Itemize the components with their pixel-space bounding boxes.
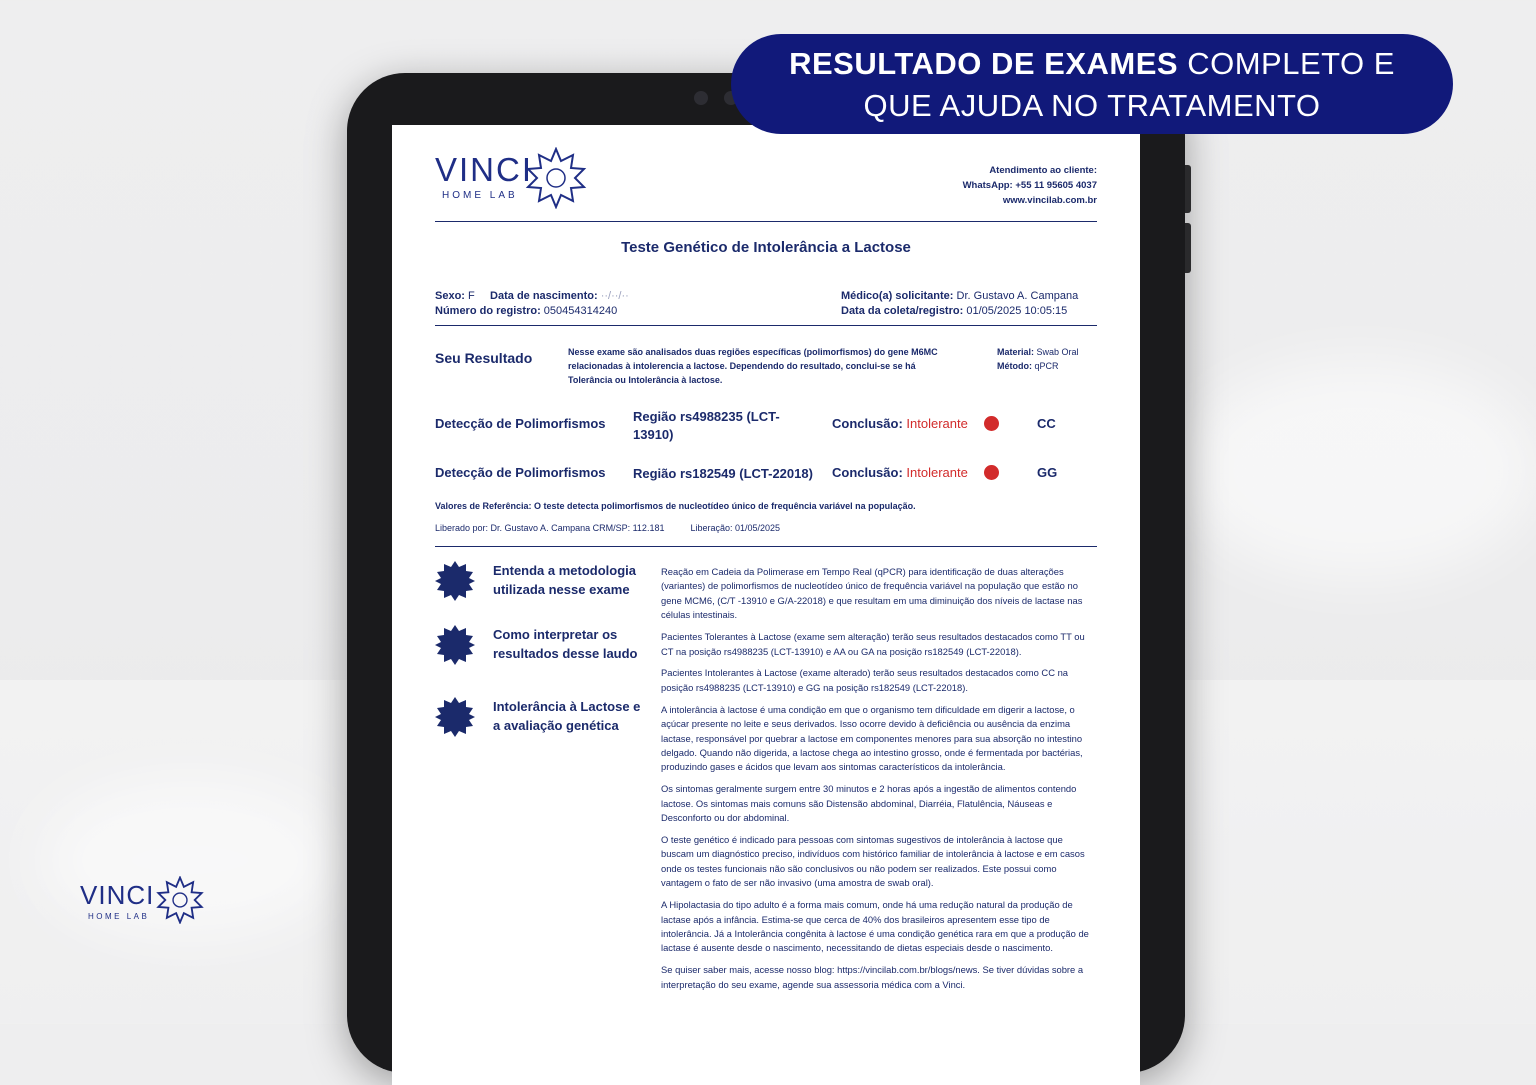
sex-label: Sexo:	[435, 290, 465, 302]
banner-line-1	[731, 44, 1453, 84]
contact-website-link[interactable]: www.vincilab.com.br	[1002, 195, 1097, 206]
paragraph: O teste genético é indicado para pessoas com sintomas sugestivos de intolerância à lactose que buscam um diagnóstico preciso, indivíduos com histórico familiar de intolerância à lactose e em casos onde os testes funcionais não são conclusivos ou não podem ser realizados. Este possui como vantagem o fato de ser não invasivo (uma amostra de swab oral).	[661, 834, 1085, 889]
star-badge-icon	[435, 697, 475, 737]
registration-value: 050454314240	[543, 305, 618, 317]
status-dot-icon	[984, 465, 999, 480]
material-label: Material:	[997, 347, 1035, 357]
star-burst-icon	[156, 876, 204, 924]
camera-dot	[694, 91, 708, 105]
conclusion-label: Conclusão:	[832, 416, 903, 431]
paragraph: Os sintomas geralmente surgem entre 30 minutos e 2 horas após a ingestão de alimentos contendo lactose. Os sintomas mais comuns são Distensão abdominal, Diarréia, Flatulência, Náuseas e Desconforto ou dor abdominal.	[661, 783, 1077, 824]
paragraph: Reação em Cadeia da Polimerase em Tempo Real (qPCR) para identificação de duas alterações (variantes) de polimorfismos de nucleotídeo único de frequência variável na população que estão no gene MCM6, (C/T -13910 e G/A-22018) e que resultam em uma diminuição dos níveis de lactase nas células intestinais.	[661, 566, 1083, 621]
collection-date-value: 01/05/2025 10:05:15	[966, 305, 1068, 317]
collection-date-label: Data da coleta/registro:	[841, 305, 964, 317]
banner-bold: RESULTADO DE EXAMES	[789, 46, 1179, 81]
material-value: Swab Oral	[1036, 347, 1079, 357]
doctor-value: Dr. Gustavo A. Campana	[956, 290, 1079, 302]
result-label: Detecção de Polimorfismos	[435, 465, 606, 480]
release-date: Liberação: 01/05/2025	[690, 523, 781, 533]
result-label: Detecção de Polimorfismos	[435, 416, 606, 431]
logo-subtitle: HOME LAB	[88, 912, 150, 921]
genotype: GG	[1037, 465, 1058, 480]
tablet-device	[347, 73, 1185, 1073]
logo-wordmark: VINCI	[80, 880, 155, 910]
dob-label: Data de nascimento:	[490, 290, 598, 302]
side-item-label: Como interpretar os resultados desse laudo	[493, 627, 638, 661]
star-burst-icon	[525, 147, 587, 209]
result-region: Região rs4988235 (LCT-13910)	[633, 409, 780, 442]
method-value: qPCR	[1034, 361, 1059, 371]
result-region: Região rs182549 (LCT-22018)	[633, 466, 813, 481]
volume-button	[1185, 165, 1191, 213]
divider	[435, 325, 1097, 326]
release-info	[435, 523, 780, 533]
reference-values: Valores de Referência: O teste detecta polimorfismos de nucleotídeo único de frequência variável na população.	[435, 501, 916, 511]
paragraph: A intolerância à lactose é uma condição em que o organismo tem dificuldade em digerir a lactose, o açúcar presente no leite e seus derivados. Isso ocorre devido à deficiência ou ausência da enzima lactase, responsável por quebrar a lactose em componentes menores para sua absorção no intestino delgado. Quando não digerida, a lactose chega ao intestino grosso, onde é fermentada por bactérias, produzindo gases e ácidos que levam aos sintomas característicos da intolerância.	[661, 703, 1083, 773]
sex-value: F	[468, 290, 475, 302]
conclusion-value: Intolerante	[906, 416, 968, 431]
divider	[435, 221, 1097, 222]
star-badge-icon	[435, 561, 475, 601]
conclusion-label: Conclusão:	[832, 465, 903, 480]
paragraph: Pacientes Tolerantes à Lactose (exame sem alteração) terão seus resultados destacados como TT ou CT na posição rs4988235 (LCT-13910) e AA ou GA na posição rs182549 (LCT-22018).	[661, 631, 1085, 657]
method-label: Método:	[997, 361, 1032, 371]
result-conclusion	[832, 465, 968, 480]
result-description: Nesse exame são analisados duas regiões específicas (polimorfismos) do gene M6MC relacionadas à intolerencia a lactose. Dependendo do resultado, conclui-se se há Tolerância ou Intolerância à lactose.	[568, 347, 938, 385]
customer-contact	[963, 163, 1097, 208]
banner-rest: COMPLETO E	[1187, 46, 1395, 81]
contact-heading: Atendimento ao cliente:	[989, 165, 1097, 176]
logo-wordmark: VINCI	[435, 151, 534, 188]
result-conclusion	[832, 416, 968, 431]
paragraph: A Hipolactasia do tipo adulto é a forma mais comum, onde há uma redução natural da produção de lactase após a infância. Estima-se que cerca de 40% dos brasileiros apresentem esse tipo de intolerância. Já a Intolerância congênita à lactose é uma condição genética rara em que a produção de lactase é ausente desde o nascimento, necessitando de dietas especiais desde o nascimento.	[661, 899, 1089, 954]
registration-label: Número do registro:	[435, 305, 541, 317]
logo-subtitle: HOME LAB	[442, 190, 518, 201]
material-method	[997, 345, 1079, 373]
paragraph: Pacientes Intolerantes à Lactose (exame alterado) terão seus resultados destacados como CC na posição rs4988235 (LCT-13910) e GG na posição rs182549 (LCT-22018).	[661, 667, 1068, 693]
conclusion-value: Intolerante	[906, 465, 968, 480]
doctor-label: Médico(a) solicitante:	[841, 290, 954, 302]
tablet-screen	[392, 125, 1140, 1085]
genotype: CC	[1037, 416, 1056, 431]
side-item-label: Entenda a metodologia utilizada nesse exame	[493, 563, 637, 597]
paragraph-blog-link[interactable]: Se quiser saber mais, acesse nosso blog: https://vincilab.com.br/blogs/news. Se tiver dúvidas sobre a interpretação do seu exame, agende sua assessoria médica com a Vinci.	[661, 964, 1084, 990]
report-title: Teste Genético de Intolerância a Lactose	[621, 239, 911, 256]
headline-banner	[731, 34, 1453, 134]
status-dot-icon	[984, 416, 999, 431]
side-item-label: Intolerância à Lactose e a avaliação genética	[493, 699, 641, 733]
contact-whatsapp[interactable]: WhatsApp: +55 11 95605 4037	[962, 180, 1097, 191]
patient-info-right	[841, 289, 1078, 319]
dob-value: ··/··/··	[600, 290, 629, 302]
patient-info-left	[435, 289, 629, 319]
star-badge-icon	[435, 625, 475, 665]
vinci-logo	[435, 147, 595, 209]
banner-line-2: QUE AJUDA NO TRATAMENTO	[863, 88, 1321, 123]
result-heading: Seu Resultado	[435, 350, 533, 366]
divider	[435, 546, 1097, 547]
corner-vinci-logo	[80, 876, 210, 926]
explanation-text	[661, 565, 1097, 1000]
released-by: Liberado por: Dr. Gustavo A. Campana CRM/SP: 112.181	[435, 523, 665, 533]
volume-button	[1185, 223, 1191, 273]
